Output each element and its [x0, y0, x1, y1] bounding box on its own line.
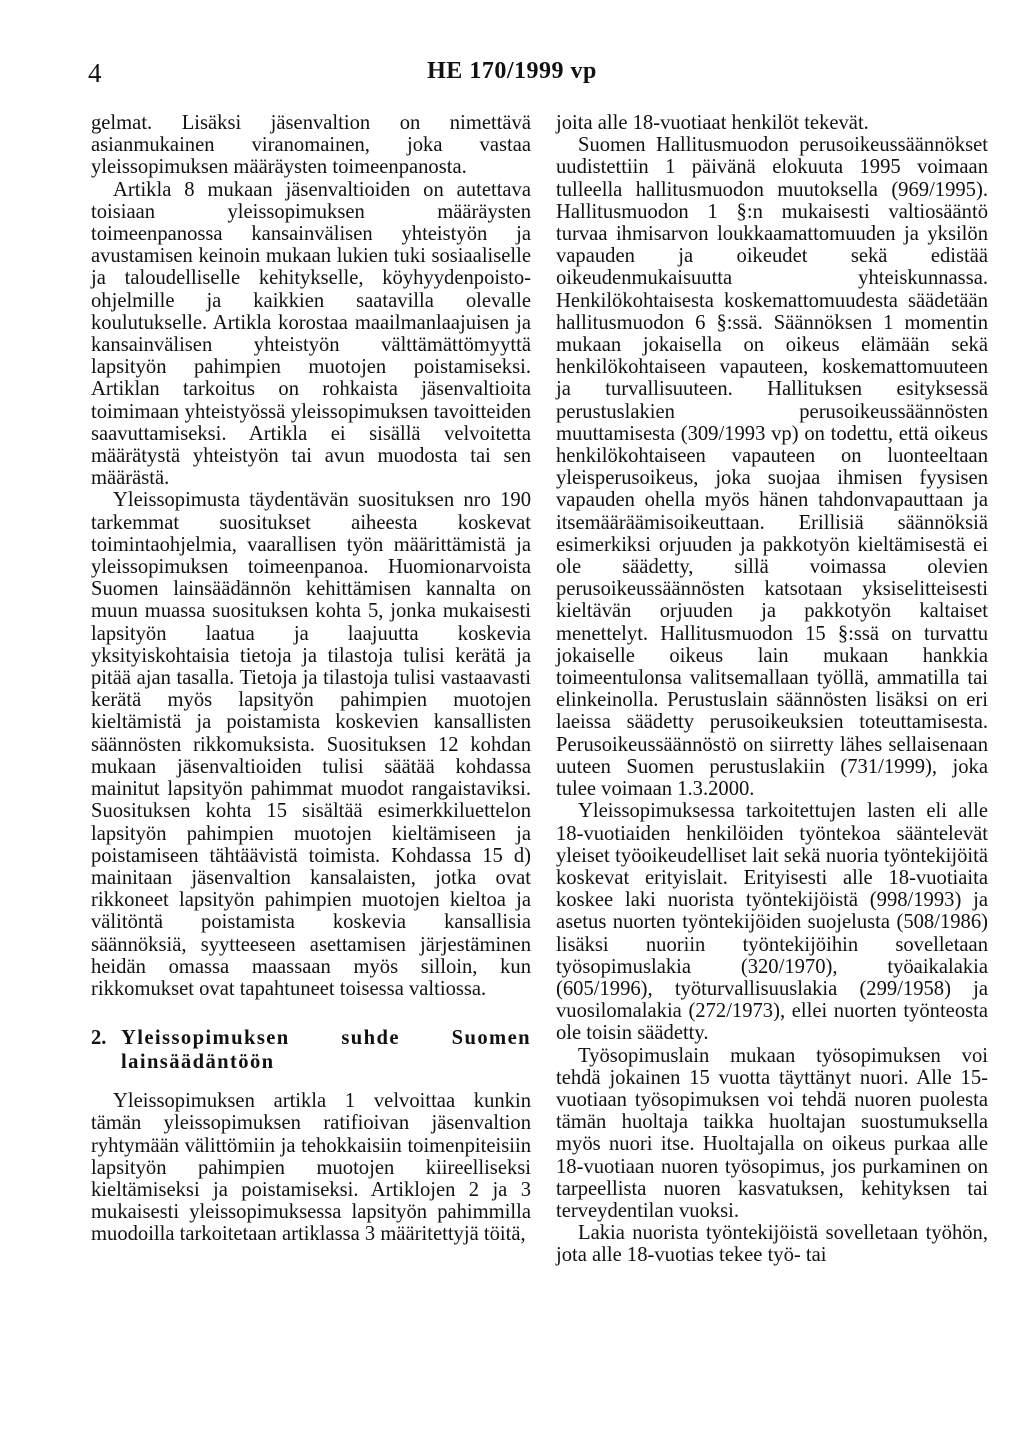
document-id: HE 170/1999 vp — [427, 58, 597, 84]
paragraph: Suomen Hallitusmuodon perusoikeussäännökset uudistettiin 1 päivänä elokuuta 1995 voimaan tulleella hallitusmuodon muutoksella (969/1995). Hallitusmuodon 1 §:n mukaisesti valtiosääntö turvaa ihmisarvon loukkaamattomuuden ja yksilön vapauden ja oikeudet sekä edistää oikeudenmukaisuutta yhteiskunnassa. Henkilökohtaisesta koskemattomuudesta säädetään hallitusmuodon 6 §:ssä. Säännöksen 1 momentin mukaan jokaisella on oikeus elämään sekä henkilökohtaiseen vapauteen, koskemattomuuteen ja turvallisuuteen. Hallituksen esityksessä perustuslakien perusoikeussäännösten muuttamisesta (309/1993 vp) on todettu, että oikeus henkilökohtaiseen vapauteen on luonteeltaan yleisperusoikeus, joka suojaa ihmisen fyysisen vapauden ohella myös hänen tahdonvapauttaan ja itsemääräämisoikeuttaan. Erillisiä säännöksiä esimerkiksi orjuuden ja pakkotyön kieltämisestä ei ole säädetty, sillä voimassa olevien perusoikeussäännösten katsotaan yksiselitteisesti kieltävän orjuuden ja pakkotyön kaltaiset menettelyt. Hallitusmuodon 15 §:ssä on turvattu jokaiselle oikeus lain mukaan hankkia toimeentulonsa valitsemallaan työllä, ammatilla tai elinkeinolla. Perustuslain säännösten lisäksi on eri laeissa säädetty perusoikeuksien toteuttamisesta. Perusoikeussäännöstö on siirretty lähes sellaisenaan uuteen Suomen perustuslakiin (731/1999), joka tulee voimaan 1.3.2000. — [556, 134, 988, 801]
right-column — [556, 112, 988, 1267]
section-title: Yleissopimuksen suhde Suomen lainsäädäntöön — [121, 1027, 531, 1074]
paragraph: gelmat. Lisäksi jäsenvaltion on nimettävä asianmukainen viranomainen, joka vastaa yleissopimuksen määräysten toimeenpanosta. — [91, 112, 531, 179]
left-column — [91, 112, 531, 1246]
paragraph: Yleissopimuksessa tarkoitettujen lasten eli alle 18-vuotiaiden henkilöiden työntekoa sääntelevät yleiset työoikeudelliset lait sekä nuoria työntekijöitä koskevat erityislait. Erityisesti alle 18-vuotiaita koskee laki nuorista työntekijöistä (998/1993) ja asetus nuorten työntekijöiden suojelusta (508/1986) lisäksi nuoriin työntekijöihin sovelletaan työsopimuslakia (320/1970), työaikalakia (605/1996), työturvallisuuslakia (299/1958) ja vuosilomalakia (272/1973), ellei nuorten työnteosta ole toisin säädetty. — [556, 800, 988, 1045]
paragraph: Lakia nuorista työntekijöistä sovelletaan työhön, jota alle 18-vuotias tekee työ- tai — [556, 1222, 988, 1267]
paragraph: Työsopimuslain mukaan työsopimuksen voi tehdä jokainen 15 vuotta täyttänyt nuori. Alle 15-vuotiaan työsopimuksen voi tehdä nuoren puolesta tämän huoltaja taikka huoltajan suostumuksella myös nuori itse. Huoltajalla on oikeus purkaa alle 18-vuotiaan nuoren työsopimus, jos purkaminen on tarpeellista nuoren kasvatuksen, kehityksen tai terveydentilan vuoksi. — [556, 1044, 988, 1222]
paragraph: Yleissopimusta täydentävän suosituksen nro 190 tarkemmat suositukset aiheesta koskevat toimintaohjelmia, vaarallisen työn määrittämistä ja yleissopimuksen toimeenpanoa. Huomionarvoista Suomen lainsäädännön kehittämisen kannalta on muun muassa suosituksen kohta 5, jonka mukaisesti lapsityön laatua ja laajuutta koskevia yksityiskohtaisia tietoja ja tilastoja tulisi kerätä ja pitää ajan tasalla. Tietoja ja tilastoja tulisi vastaavasti kerätä myös lapsityön pahimpien muotojen kieltämistä ja poistamista koskevien kansallisten säännösten rikkomuksista. Suosituksen 12 kohdan mukaan jäsenvaltioiden tulisi säätää kohdassa mainitut lapsityön pahimmat muodot rangaistaviksi. Suosituksen kohta 15 sisältää esimerkkiluettelon lapsityön pahimpien muotojen kieltämiseen ja poistamiseen tähtäävistä toimista. Kohdassa 15 d) mainitaan jäsenvaltion kansalaisten, jotka ovat rikkoneet lapsityön pahimpien muotojen kieltoa ja välitöntä poistamista koskevia kansallisia säännöksiä, syytteeseen asettamisen järjestäminen heidän omassa maassaan myös silloin, kun rikkomukset ovat tapahtuneet toisessa valtiossa. — [91, 489, 531, 1000]
page-header — [0, 58, 1024, 92]
section-number: 2. — [91, 1027, 107, 1050]
section-heading — [91, 1026, 531, 1074]
paragraph: Artikla 8 mukaan jäsenvaltioiden on autettava toisiaan yleissopimuksen määräysten toimeenpanossa kansainvälisen yhteistyön ja avustamisen keinoin mukaan lukien tuki sosiaaliselle ja taloudelliselle kehitykselle, köyhyydenpoisto-ohjelmille ja kaikkien saatavilla olevalle koulutukselle. Artikla korostaa maailmanlaajuisen ja kansainvälisen yhteistyön välttämättömyyttä lapsityön pahimpien muotojen poistamiseksi. Artiklan tarkoitus on rohkaista jäsenvaltioita toimimaan yhteistyössä yleissopimuksen tavoitteiden saavuttamiseksi. Artikla ei sisällä velvoitetta määrätystä yhteistyön tai avun muodosta tai sen määrästä. — [91, 178, 531, 490]
paragraph: Yleissopimuksen artikla 1 velvoittaa kunkin tämän yleissopimuksen ratifioivan jäsenvaltion ryhtymään välittömiin ja tehokkaisiin toimenpiteisiin lapsityön pahimpien muotojen kiireelliseksi kieltämiseksi ja poistamiseksi. Artiklojen 2 ja 3 mukaisesti yleissopimuksessa lapsityön pahimmilla muodoilla tarkoitetaan artiklassa 3 määritettyjä töitä, — [91, 1090, 531, 1246]
page-number: 4 — [88, 58, 102, 88]
paragraph: joita alle 18-vuotiaat henkilöt tekevät. — [556, 112, 869, 134]
